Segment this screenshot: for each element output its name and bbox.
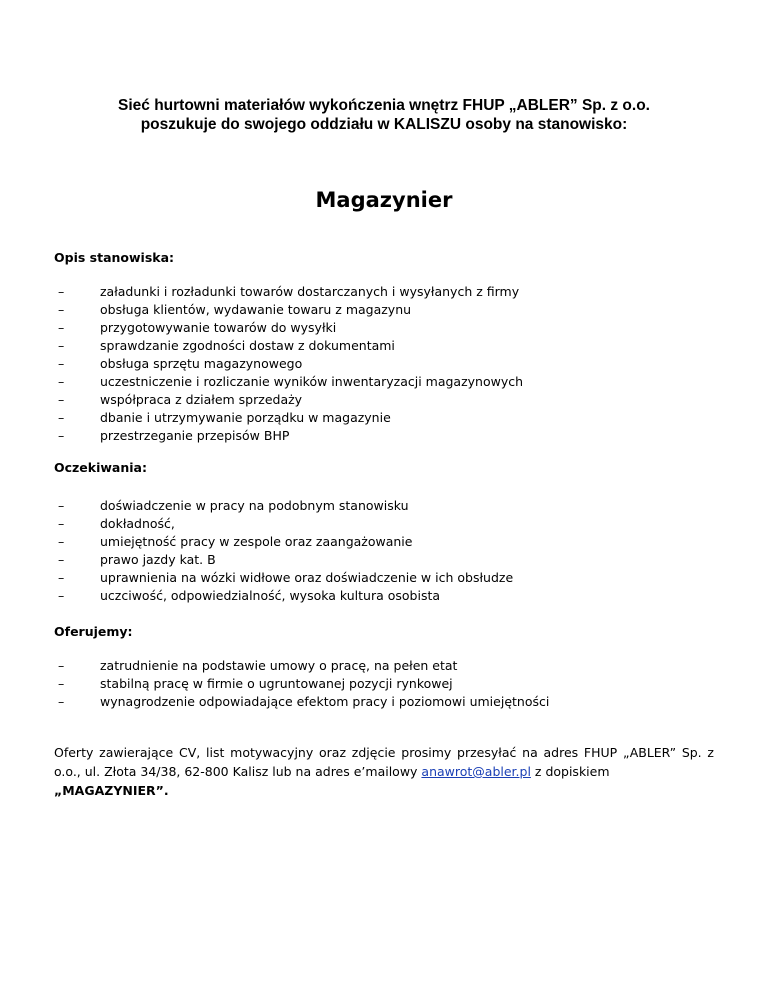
expectations-heading: Oczekiwania: bbox=[54, 460, 147, 475]
dash-bullet: – bbox=[58, 676, 65, 691]
list-item: – uczestniczenie i rozliczanie wyników inwentaryzacji magazynowych bbox=[58, 374, 524, 389]
dash-bullet: – bbox=[58, 588, 65, 603]
dash-bullet: – bbox=[58, 534, 65, 549]
dash-bullet: – bbox=[58, 338, 65, 353]
dash-bullet: – bbox=[58, 498, 65, 513]
offers-list bbox=[54, 657, 549, 711]
header-line-1: Sieć hurtowni materiałów wykończenia wnętrz FHUP „ABLER” Sp. z o.o. bbox=[118, 97, 650, 114]
list-item: – dbanie i utrzymywanie porządku w magazynie bbox=[58, 410, 391, 425]
list-item: – doświadczenie w pracy na podobnym stanowisku bbox=[58, 498, 409, 513]
application-instructions bbox=[54, 743, 714, 800]
dash-bullet: – bbox=[58, 392, 65, 407]
email-link[interactable]: anawrot@abler.pl bbox=[421, 764, 531, 779]
dash-bullet: – bbox=[58, 374, 65, 389]
description-heading: Opis stanowiska: bbox=[54, 250, 175, 265]
dash-bullet: – bbox=[58, 320, 65, 335]
dash-bullet: – bbox=[58, 570, 65, 585]
dash-bullet: – bbox=[58, 428, 65, 443]
expectations-list bbox=[54, 497, 513, 605]
dash-bullet: – bbox=[58, 694, 65, 709]
list-item: – umiejętność pracy w zespole oraz zaangażowanie bbox=[58, 534, 413, 549]
description-list bbox=[54, 283, 523, 445]
application-tag: „MAGAZYNIER”. bbox=[54, 783, 169, 798]
dash-bullet: – bbox=[58, 552, 65, 567]
list-item: – stabilną pracę w firmie o ugruntowanej pozycji rynkowej bbox=[58, 676, 453, 691]
list-item: – obsługa sprzętu magazynowego bbox=[58, 356, 303, 371]
dash-bullet: – bbox=[58, 302, 65, 317]
header-line-2: poszukuje do swojego oddziału w KALISZU osoby na stanowisko: bbox=[140, 116, 628, 133]
list-item: – dokładność, bbox=[58, 516, 175, 531]
company-header bbox=[0, 96, 768, 134]
list-item: – zatrudnienie na podstawie umowy o pracę, na pełen etat bbox=[58, 658, 458, 673]
list-item: – załadunki i rozładunki towarów dostarczanych i wysyłanych z firmy bbox=[58, 284, 520, 299]
dash-bullet: – bbox=[58, 658, 65, 673]
job-title: Magazynier bbox=[315, 188, 453, 212]
list-item: – wynagrodzenie odpowiadające efektom pracy i poziomowi umiejętności bbox=[58, 694, 550, 709]
closing-text: Oferty zawierające CV, list motywacyjny oraz zdjęcie prosimy przesyłać na adres FHUP „ABLER” Sp. z o.o., ul. Złota 34/38, 62-800 Kalisz lub na adres e’mailowy bbox=[54, 745, 714, 779]
list-item: – obsługa klientów, wydawanie towaru z magazynu bbox=[58, 302, 412, 317]
list-item: – prawo jazdy kat. B bbox=[58, 552, 216, 567]
list-item: – uprawnienia na wózki widłowe oraz doświadczenie w ich obsłudze bbox=[58, 570, 514, 585]
list-item: – przygotowywanie towarów do wysyłki bbox=[58, 320, 337, 335]
dash-bullet: – bbox=[58, 410, 65, 425]
list-item: – przestrzeganie przepisów BHP bbox=[58, 428, 290, 443]
list-item: – sprawdzanie zgodności dostaw z dokumentami bbox=[58, 338, 395, 353]
list-item: – współpraca z działem sprzedaży bbox=[58, 392, 303, 407]
dash-bullet: – bbox=[58, 516, 65, 531]
dash-bullet: – bbox=[58, 356, 65, 371]
list-item: – uczciwość, odpowiedzialność, wysoka kultura osobista bbox=[58, 588, 441, 603]
offers-heading: Oferujemy: bbox=[54, 624, 133, 639]
closing-text-after: z dopiskiem bbox=[530, 764, 610, 779]
dash-bullet: – bbox=[58, 284, 65, 299]
